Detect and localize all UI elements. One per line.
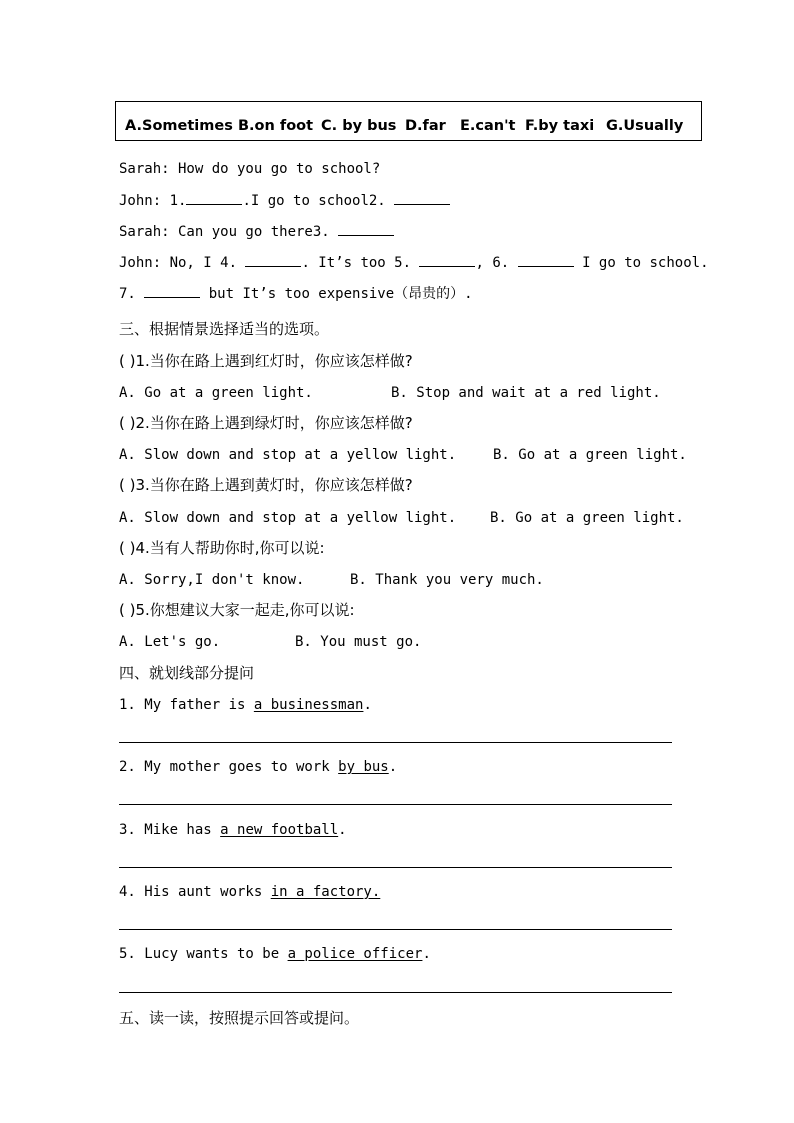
dialogue-text: .I go to school2. (242, 193, 386, 209)
sentence-text: 4. His aunt works (119, 884, 271, 900)
option-text: B. Stop and wait at a red light. (391, 385, 661, 401)
sentence-text: 3. Mike has (119, 822, 221, 838)
dialogue-line-5 (119, 285, 473, 303)
question-text: ( )2.当你在路上遇到绿灯时，你应该怎样做? (119, 414, 413, 432)
option-text: B. You must go. (295, 634, 422, 650)
dialogue-text: Sarah: How do you go to school? (119, 161, 381, 177)
question-1 (119, 352, 413, 371)
option-text: A. Sorry,I don't know. (119, 572, 305, 588)
option-g: G.Usually (606, 118, 684, 134)
sentence-text: 2. My mother goes to work (119, 759, 339, 775)
dialogue-text: , 6. (475, 255, 510, 271)
answer-line-5[interactable] (119, 992, 672, 993)
dialogue-text: 7. (119, 286, 136, 302)
sentence-4 (119, 883, 380, 901)
blank-7[interactable] (144, 285, 200, 298)
question-text: ( )3.当你在路上遇到黄灯时，你应该怎样做? (119, 476, 413, 494)
question-3 (119, 476, 413, 495)
option-text: B. Go at a green light. (490, 510, 684, 526)
section-3-heading: 三、根据情景选择适当的选项。 (119, 320, 330, 338)
sentence-text: . (388, 759, 398, 775)
option-e: E.can't (460, 118, 516, 134)
underlined-phrase: a businessman (253, 697, 364, 713)
underlined-phrase: a new football (220, 822, 339, 838)
option-a: A.Sometimes (125, 118, 233, 134)
sentence-2 (119, 758, 397, 776)
underlined-phrase: in a factory. (270, 884, 381, 900)
blank-5[interactable] (419, 254, 475, 267)
dialogue-line-2 (119, 192, 450, 210)
dialogue-text: John: No, I 4. (119, 255, 238, 271)
question-text: ( )4.当有人帮助你时,你可以说: (119, 539, 325, 557)
option-text: A. Slow down and stop at a yellow light. (119, 447, 457, 463)
question-4 (119, 539, 325, 558)
option-f: F.by taxi (525, 118, 595, 134)
underlined-phrase: a police officer (287, 946, 423, 962)
question-2-options (119, 446, 687, 464)
dialogue-text: John: 1. (119, 193, 187, 209)
dialogue-line-1 (119, 160, 380, 178)
dialogue-line-3 (119, 223, 394, 241)
sentence-1 (119, 696, 372, 714)
option-text: B. Go at a green light. (493, 447, 687, 463)
dialogue-text: . It’s too 5. (301, 255, 412, 271)
sentence-text: . (363, 697, 372, 713)
question-text: ( )1.当你在路上遇到红灯时，你应该怎样做? (119, 352, 413, 370)
option-text: B. Thank you very much. (350, 572, 544, 588)
section-4-heading: 四、就划线部分提问 (119, 664, 255, 682)
underlined-phrase: by bus (338, 759, 389, 775)
question-2 (119, 414, 413, 433)
blank-1[interactable] (186, 192, 242, 205)
option-text: A. Let's go. (119, 634, 221, 650)
question-5 (119, 601, 355, 620)
answer-line-1[interactable] (119, 742, 672, 743)
dialogue-text: Sarah: Can you go there3. (119, 224, 330, 240)
answer-line-3[interactable] (119, 867, 672, 868)
sentence-text: . (338, 822, 347, 838)
sentence-5 (119, 945, 431, 963)
option-text: A. Slow down and stop at a yellow light. (119, 510, 457, 526)
sentence-text: . (422, 946, 431, 962)
option-b: B.on foot (238, 118, 314, 134)
blank-4[interactable] (245, 254, 301, 267)
sentence-3 (119, 821, 347, 839)
answer-line-2[interactable] (119, 804, 672, 805)
dialogue-text: but It’s too expensive（昂贵的）. (208, 286, 473, 302)
option-d: D.far (405, 118, 446, 134)
question-3-options (119, 509, 684, 527)
option-c: C. by bus (321, 118, 397, 134)
blank-2[interactable] (394, 192, 450, 205)
dialogue-line-4 (119, 254, 709, 272)
question-text: ( )5.你想建议大家一起走,你可以说: (119, 601, 355, 619)
sentence-text: 1. My father is (119, 697, 254, 713)
section-5-heading: 五、读一读，按照提示回答或提问。 (119, 1009, 360, 1027)
question-4-options (119, 571, 544, 589)
question-1-options (119, 384, 661, 402)
sentence-text: 5. Lucy wants to be (119, 946, 288, 962)
question-5-options (119, 633, 422, 651)
blank-6[interactable] (518, 254, 574, 267)
option-text: A. Go at a green light. (119, 385, 313, 401)
answer-line-4[interactable] (119, 929, 672, 930)
dialogue-text: I go to school. (582, 255, 709, 271)
blank-3[interactable] (338, 223, 394, 236)
